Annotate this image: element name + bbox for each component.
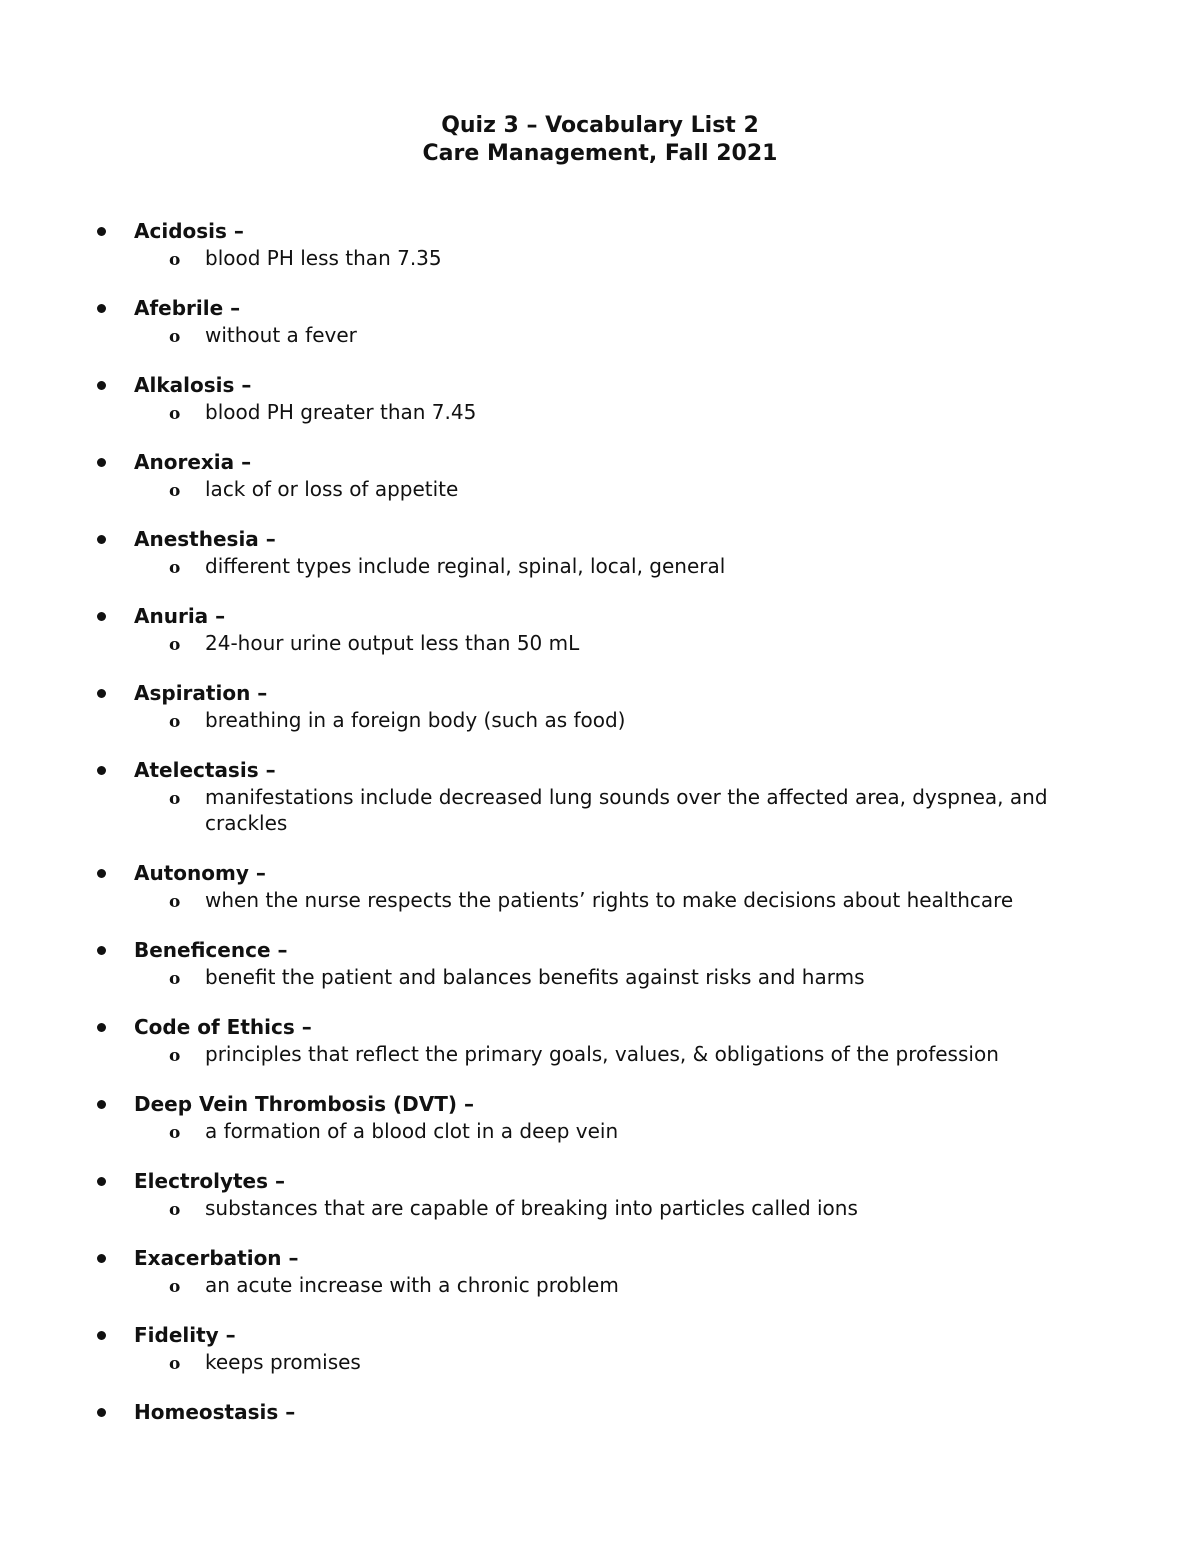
vocab-definition: substances that are capable of breaking into particles called ions xyxy=(205,1196,858,1220)
vocab-item xyxy=(0,1245,1200,1298)
vocab-definition: 24-hour urine output less than 50 mL xyxy=(205,631,580,655)
definition-row xyxy=(0,630,1200,656)
term-row xyxy=(0,757,1200,784)
sub-bullet-icon: o xyxy=(169,789,181,809)
vocab-term: Aspiration – xyxy=(134,681,268,705)
sub-bullet-icon: o xyxy=(169,1046,181,1066)
term-row xyxy=(0,449,1200,476)
vocab-definition: keeps promises xyxy=(205,1350,361,1374)
bullet-icon xyxy=(97,1023,106,1032)
term-row xyxy=(0,526,1200,553)
vocab-definition: without a fever xyxy=(205,323,357,347)
term-row xyxy=(0,1245,1200,1272)
title-line-2: Care Management, Fall 2021 xyxy=(422,141,778,166)
term-row xyxy=(0,603,1200,630)
term-row xyxy=(0,937,1200,964)
definition-row xyxy=(0,887,1200,913)
term-row xyxy=(0,218,1200,245)
bullet-icon xyxy=(97,1408,106,1417)
vocab-term: Anuria – xyxy=(134,604,226,628)
vocab-term: Beneficence – xyxy=(134,938,288,962)
definition-row xyxy=(0,1041,1200,1067)
definition-row xyxy=(0,1272,1200,1298)
bullet-icon xyxy=(97,766,106,775)
sub-bullet-icon: o xyxy=(169,1200,181,1220)
bullet-icon xyxy=(97,381,106,390)
term-row xyxy=(0,1014,1200,1041)
vocab-definition: breathing in a foreign body (such as food) xyxy=(205,708,626,732)
vocab-term: Acidosis – xyxy=(134,219,244,243)
sub-bullet-icon: o xyxy=(169,969,181,989)
bullet-icon xyxy=(97,612,106,621)
bullet-icon xyxy=(97,689,106,698)
sub-bullet-icon: o xyxy=(169,250,181,270)
vocab-term: Homeostasis – xyxy=(134,1400,296,1424)
vocab-item xyxy=(0,1014,1200,1067)
sub-bullet-icon: o xyxy=(169,481,181,501)
definition-row xyxy=(0,476,1200,502)
bullet-icon xyxy=(97,946,106,955)
sub-bullet-icon: o xyxy=(169,327,181,347)
sub-bullet-icon: o xyxy=(169,712,181,732)
sub-bullet-icon: o xyxy=(169,404,181,424)
term-row xyxy=(0,1091,1200,1118)
term-row xyxy=(0,372,1200,399)
definition-row xyxy=(0,784,1200,836)
sub-bullet-icon: o xyxy=(169,1277,181,1297)
vocab-definition: a formation of a blood clot in a deep vein xyxy=(205,1119,619,1143)
vocab-term: Deep Vein Thrombosis (DVT) – xyxy=(134,1092,474,1116)
term-row xyxy=(0,1168,1200,1195)
term-row xyxy=(0,295,1200,322)
term-row xyxy=(0,860,1200,887)
vocab-term: Alkalosis – xyxy=(134,373,252,397)
vocab-item xyxy=(0,526,1200,579)
vocab-definition: benefit the patient and balances benefits against risks and harms xyxy=(205,965,865,989)
bullet-icon xyxy=(97,869,106,878)
vocab-item xyxy=(0,295,1200,348)
definition-row xyxy=(0,1195,1200,1221)
sub-bullet-icon: o xyxy=(169,635,181,655)
bullet-icon xyxy=(97,304,106,313)
vocab-term: Fidelity – xyxy=(134,1323,236,1347)
definition-row xyxy=(0,707,1200,733)
vocabulary-list xyxy=(0,218,1200,1450)
definition-row xyxy=(0,322,1200,348)
vocab-term: Anesthesia – xyxy=(134,527,276,551)
vocab-item xyxy=(0,603,1200,656)
title-line-1: Quiz 3 – Vocabulary List 2 xyxy=(441,113,759,138)
vocab-term: Afebrile – xyxy=(134,296,241,320)
vocab-item xyxy=(0,680,1200,733)
bullet-icon xyxy=(97,1254,106,1263)
bullet-icon xyxy=(97,1177,106,1186)
vocab-item xyxy=(0,1091,1200,1144)
bullet-icon xyxy=(97,535,106,544)
vocab-term: Autonomy – xyxy=(134,861,266,885)
vocab-definition: blood PH less than 7.35 xyxy=(205,246,442,270)
vocab-item xyxy=(0,757,1200,836)
vocab-definition: manifestations include decreased lung sounds over the affected area, dyspnea, and crackles xyxy=(205,785,1048,835)
sub-bullet-icon: o xyxy=(169,558,181,578)
bullet-icon xyxy=(97,227,106,236)
bullet-icon xyxy=(97,1100,106,1109)
vocab-definition: when the nurse respects the patients’ rights to make decisions about healthcare xyxy=(205,888,1014,912)
vocab-item xyxy=(0,218,1200,271)
definition-row xyxy=(0,1349,1200,1375)
term-row xyxy=(0,1399,1200,1426)
vocab-term: Code of Ethics – xyxy=(134,1015,312,1039)
definition-row xyxy=(0,1118,1200,1144)
vocab-definition: principles that reflect the primary goals, values, & obligations of the profession xyxy=(205,1042,999,1066)
sub-bullet-icon: o xyxy=(169,1354,181,1374)
vocab-definition: lack of or loss of appetite xyxy=(205,477,459,501)
definition-row xyxy=(0,553,1200,579)
vocab-item xyxy=(0,937,1200,990)
definition-row xyxy=(0,245,1200,271)
bullet-icon xyxy=(97,458,106,467)
vocab-item xyxy=(0,372,1200,425)
sub-bullet-icon: o xyxy=(169,892,181,912)
vocab-term: Exacerbation – xyxy=(134,1246,299,1270)
sub-bullet-icon: o xyxy=(169,1123,181,1143)
document-title xyxy=(0,112,1200,168)
vocab-item xyxy=(0,1168,1200,1221)
vocab-definition: an acute increase with a chronic problem xyxy=(205,1273,619,1297)
vocab-item xyxy=(0,1322,1200,1375)
vocab-definition: different types include reginal, spinal, local, general xyxy=(205,554,726,578)
definition-row xyxy=(0,399,1200,425)
vocab-item xyxy=(0,1399,1200,1426)
vocab-term: Anorexia – xyxy=(134,450,252,474)
vocab-term: Electrolytes – xyxy=(134,1169,285,1193)
vocab-item xyxy=(0,860,1200,913)
vocab-item xyxy=(0,449,1200,502)
definition-row xyxy=(0,964,1200,990)
vocab-term: Atelectasis – xyxy=(134,758,276,782)
vocab-definition: blood PH greater than 7.45 xyxy=(205,400,477,424)
term-row xyxy=(0,1322,1200,1349)
term-row xyxy=(0,680,1200,707)
bullet-icon xyxy=(97,1331,106,1340)
